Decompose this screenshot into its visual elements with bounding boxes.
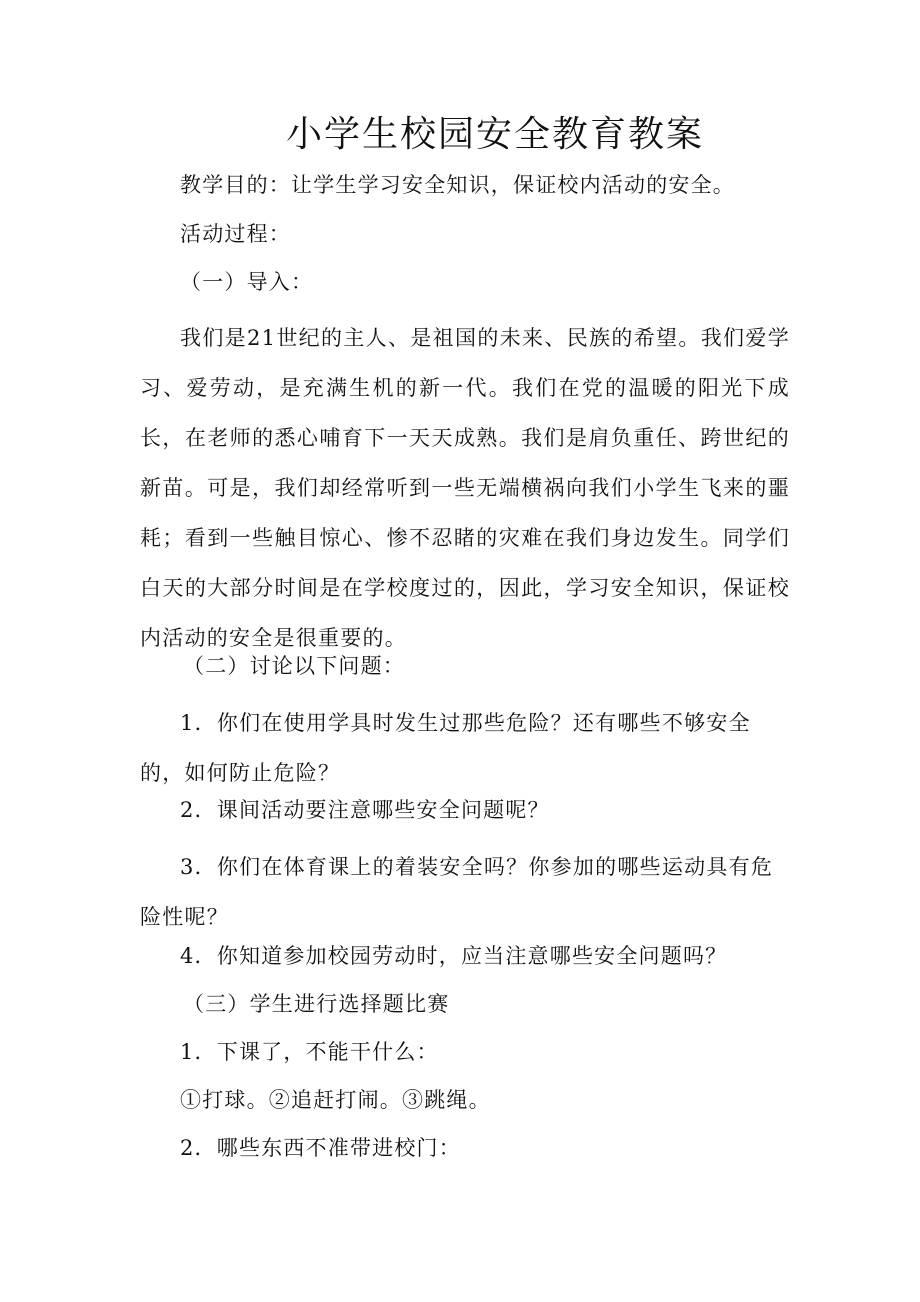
objective-line: 教学目的：让学生学习安全知识，保证校内活动的安全。 <box>180 173 735 197</box>
contest-question-2: 2．哪些东西不准带进校门： <box>180 1136 461 1160</box>
document-title: 小学生校园安全教育教案 <box>285 114 704 155</box>
question-3: 3．你们在体育课上的着装安全吗？你参加的哪些运动具有危险性呢？ <box>140 855 774 929</box>
contest-question-1: 1．下课了，不能干什么： <box>180 1040 439 1064</box>
intro-paragraph: 我们是21世纪的主人、是祖国的未来、民族的希望。我们爱学习、爱劳动，是充满生机的新一代。我们在党的温暖的阳光下成长，在老师的悉心哺育下一天天成熟。我们是肩负重任、跨世纪的新苗。可是，我们却经常听到一些无端横祸向我们小学生飞来的噩耗；看到一些触目惊心、惨不忍睹的灾难在我们身边发生。同学们白天的大部分时间是在学校度过的，因此，学习安全知识，保证校内活动的安全是很重要的。 <box>140 326 790 650</box>
intro-heading: （一）导入： <box>180 270 314 294</box>
contest-question-1-options: ①打球。②追赶打闹。③跳绳。 <box>180 1088 491 1112</box>
contest-heading: （三）学生进行选择题比赛 <box>183 992 450 1016</box>
discussion-heading: （二）讨论以下问题： <box>183 654 405 678</box>
question-2: 2．课间活动要注意哪些安全问题呢？ <box>180 798 550 822</box>
question-1: 1．你们在使用学具时发生过那些危险？还有哪些不够安全的，如何防止危险？ <box>140 711 751 785</box>
process-label: 活动过程： <box>180 222 291 246</box>
question-4: 4．你知道参加校园劳动时，应当注意哪些安全问题吗？ <box>180 944 728 968</box>
